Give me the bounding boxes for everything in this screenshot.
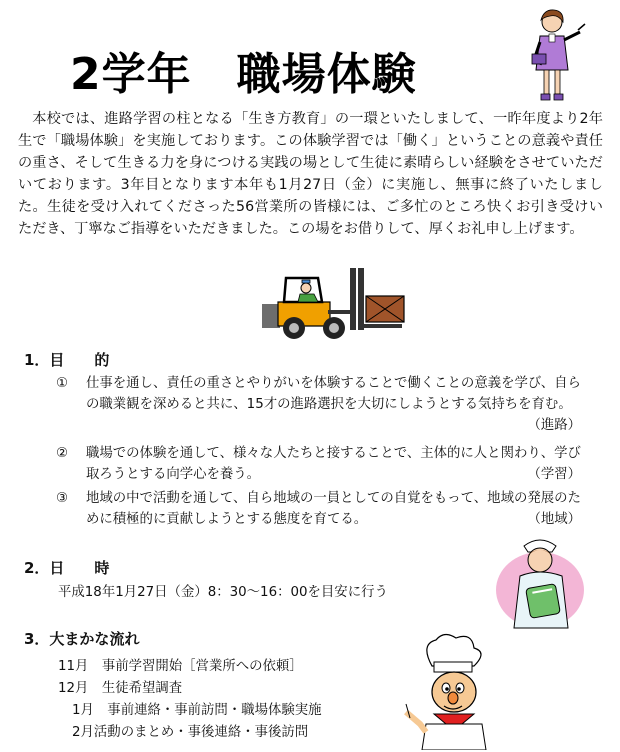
intro-paragraph: 本校では、進路学習の柱となる「生き方教育」の一環といたしまして、一昨年度より2年生で「職場体験」を実施しております。この体験学習では「働く」ということの意義や責任の重さ、そして生きる力を身につける実践の場として生徒に素晴らしい経験をさせていただいております。3年目となります本年も1月27日（金）に実施し、無事に終了いたしました。生徒を受け入れてくださった56営業所の皆様には、ご多忙のところ快くお引き受けいただき、丁寧なご指導をいただきました。この場をお借りして、厚くお礼申し上げます。 xyxy=(18,111,603,237)
page-title: 2学年 職場体験 xyxy=(70,49,417,100)
purpose-number: ① xyxy=(56,376,69,391)
flow-item: 11月 事前学習開始［営業所への依頼］ xyxy=(58,659,303,674)
purpose-item xyxy=(58,373,593,436)
purpose-heading: 1．目 的 xyxy=(24,351,110,369)
purpose-tag: （学習） xyxy=(527,467,581,482)
purpose-text: 仕事を通し、責任の重さとやりがいを体験することで働くことの意義を学び、自らの職業観を深めると共に、15才の進路選択を大切にしようとする気持ちを育む。 xyxy=(86,376,581,412)
date-text: 平成18年1月27日（金）8：30～16：00を目安に行う xyxy=(58,585,388,600)
date-heading: 2．日 時 xyxy=(24,559,110,577)
purpose-item xyxy=(58,443,593,485)
purpose-number: ③ xyxy=(56,491,69,506)
chef-illustration xyxy=(402,632,500,750)
purpose-text: 職場での体験を通して、様々な人たちと接することで、主体的に人と関わり、学び取ろうとする向学心を養う。 xyxy=(86,446,581,482)
nurse-illustration xyxy=(494,532,590,632)
purpose-tag: （進路） xyxy=(527,418,581,433)
purpose-number: ② xyxy=(56,446,69,461)
teacher-illustration xyxy=(522,8,586,104)
flow-item: 12月 生徒希望調査 xyxy=(58,681,183,696)
flow-item: 2月活動のまとめ・事後連絡・事後訪問 xyxy=(72,725,309,740)
purpose-text: 地域の中で活動を通して、自ら地域の一員としての自覚をもって、地域の発展のために積極的に貢献しようとする態度を育てる。 xyxy=(86,491,581,527)
purpose-item xyxy=(58,488,593,530)
purpose-tag: （地域） xyxy=(527,512,581,527)
forklift-illustration xyxy=(262,266,412,342)
flow-heading: 3．大まかな流れ xyxy=(24,630,140,648)
flow-item: 1月 事前連絡・事前訪問・職場体験実施 xyxy=(72,703,322,718)
